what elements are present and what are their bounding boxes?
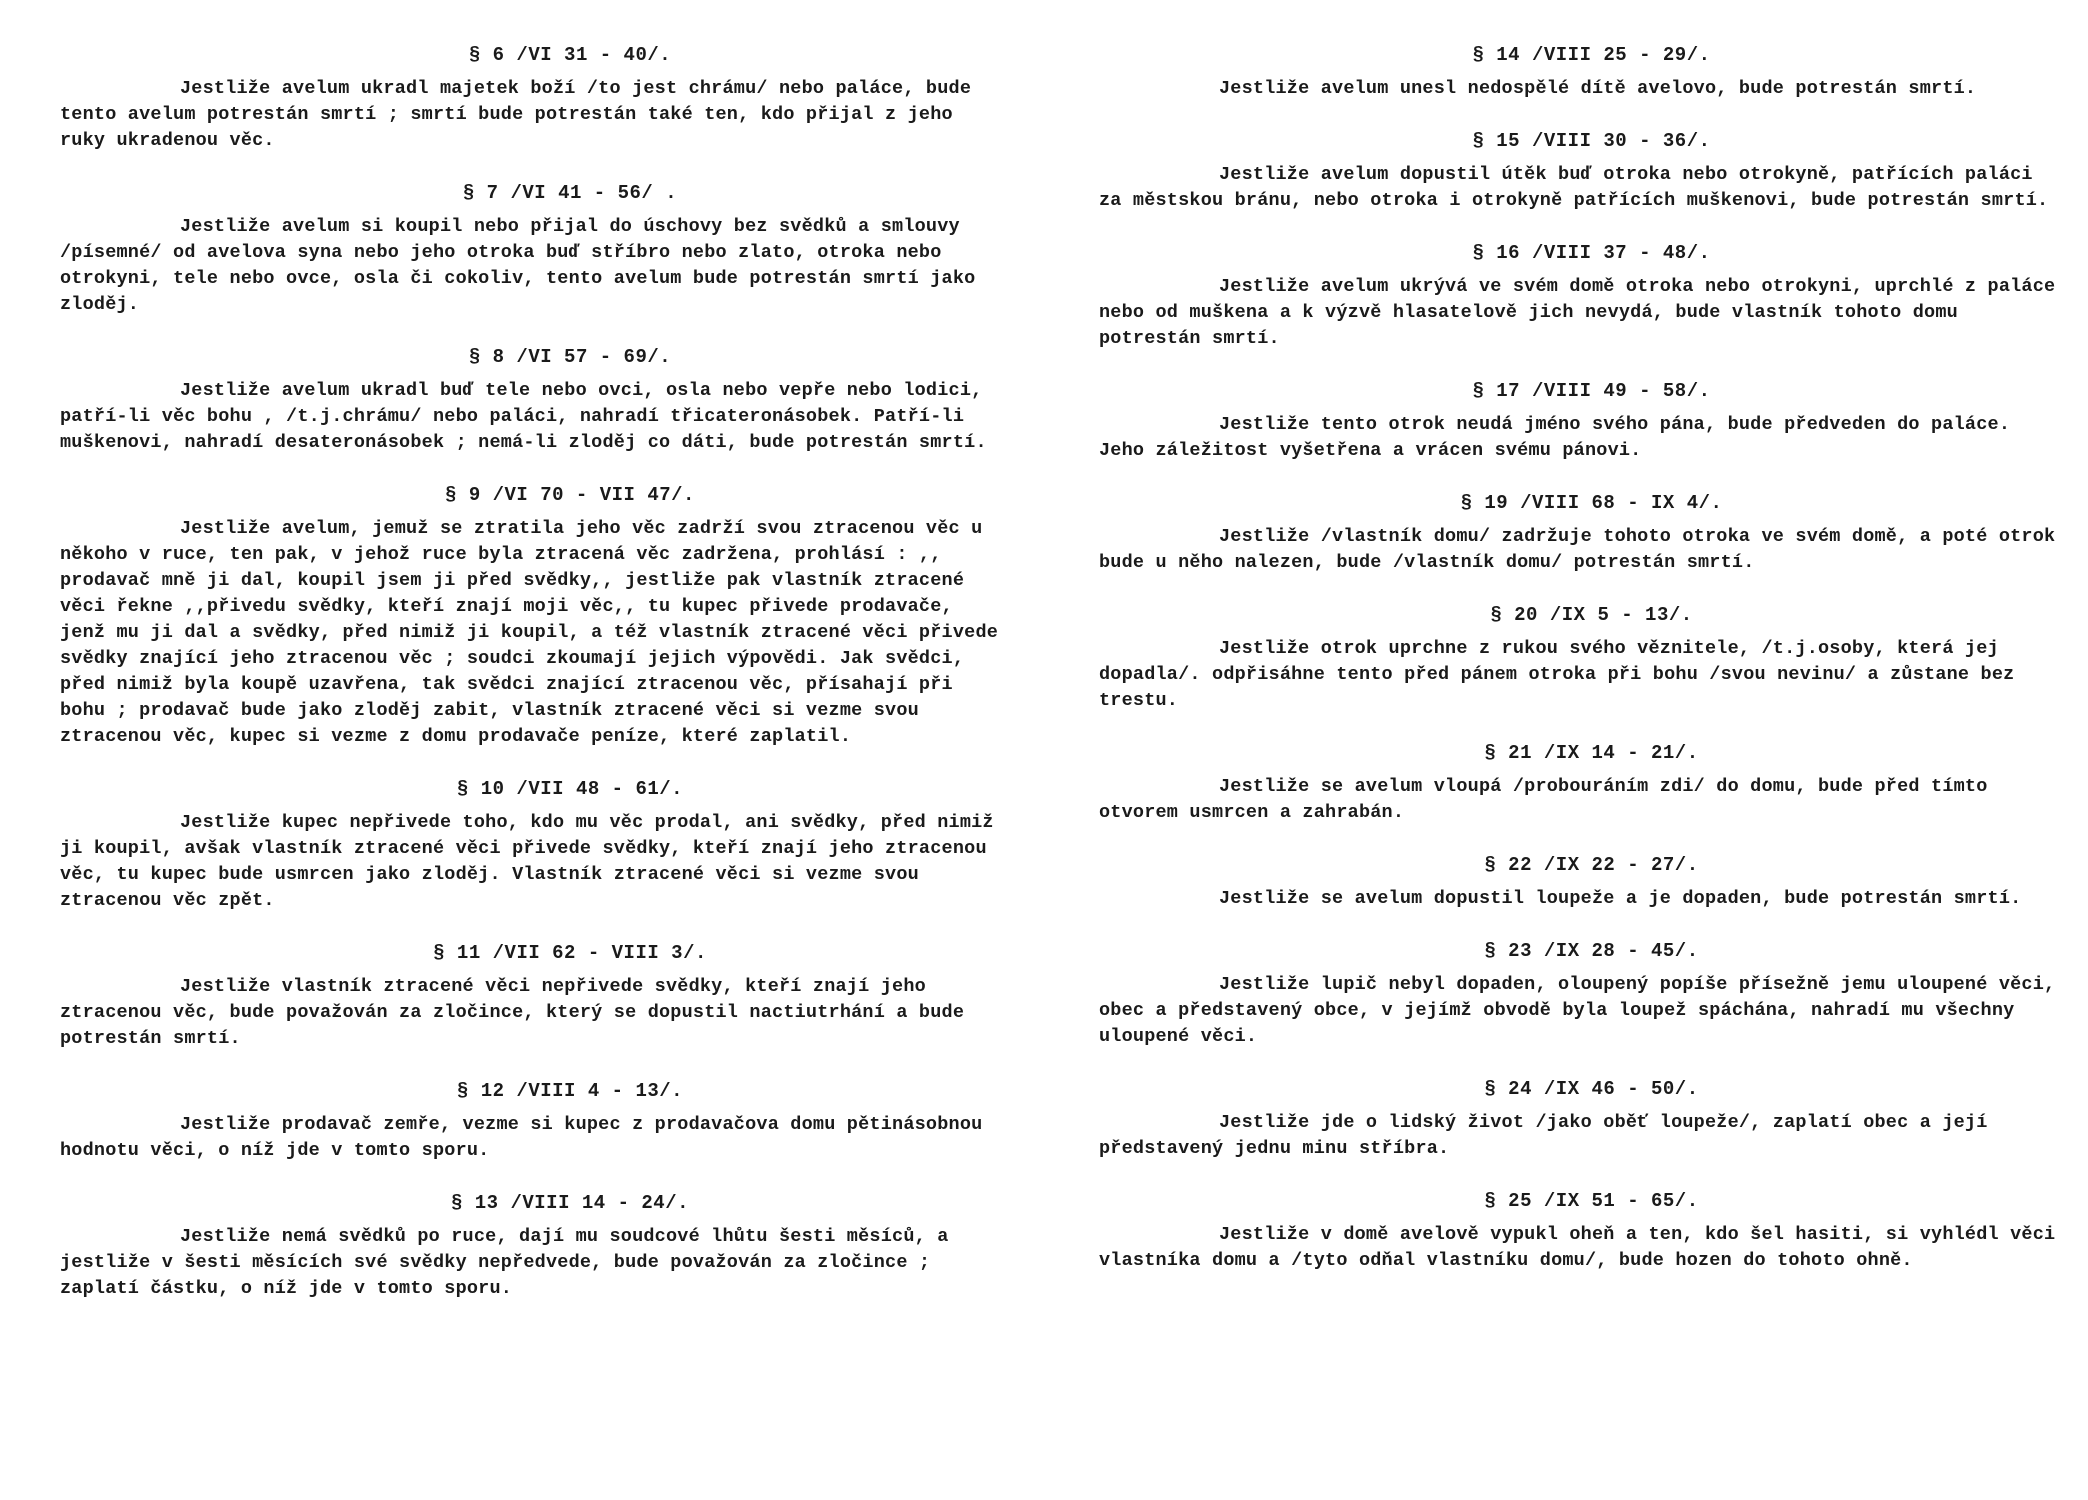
section-10	[60, 778, 1000, 914]
section-20	[1099, 604, 2064, 714]
section-8	[60, 346, 1000, 456]
section-heading: § 19 /VIII 68 - IX 4/.	[1460, 492, 1723, 514]
section-heading: § 24 /IX 46 - 50/.	[1484, 1078, 1699, 1100]
section-heading: § 20 /IX 5 - 13/.	[1490, 604, 1693, 626]
right-page	[1044, 0, 2088, 1500]
section-text: Jestliže prodavač zemře, vezme si kupec z prodavačova domu pětinásobnou hodnotu věci, o níž jde v tomto sporu.	[60, 1114, 983, 1161]
section-heading: § 10 /VII 48 - 61/.	[456, 778, 684, 800]
section-13	[60, 1192, 1000, 1302]
section-text: Jestliže avelum unesl nedospělé dítě avelovo, bude potrestán smrtí.	[1219, 78, 1977, 99]
section-16	[1099, 242, 2064, 352]
section-text: Jestliže lupič nebyl dopaden, oloupený popíše přísežně jemu uloupené věci, obec a představený obce, v jejímž obvodě byla loupež spáchána, nahradí mu všechny uloupené věci.	[1099, 974, 2056, 1047]
section-text: Jestliže avelum ukrývá ve svém domě otroka nebo otrokyni, uprchlé z paláce nebo od muškena a k výzvě hlasatelově jich nevydá, bude vlastník tohoto domu potrestán smrtí.	[1099, 276, 2056, 349]
left-page-text	[60, 44, 1000, 1302]
section-text: Jestliže avelum ukradl buď tele nebo ovci, osla nebo vepře nebo lodici, patří-li věc bohu , /t.j.chrámu/ nebo paláci, nahradí třicateronásobek. Patří-li muškenovi, nahradí desateronásobek ; nemá-li zloděj co dáti, bude potrestán smrtí.	[60, 380, 987, 453]
section-heading: § 15 /VIII 30 - 36/.	[1472, 130, 1711, 152]
section-text: Jestliže v domě avelově vypukl oheň a ten, kdo šel hasiti, si vyhlédl věci vlastníka domu a /tyto odňal vlastníku domu/, bude hozen do tohoto ohně.	[1099, 1224, 2056, 1271]
section-heading: § 16 /VIII 37 - 48/.	[1472, 242, 1711, 264]
section-19	[1099, 492, 2064, 576]
section-heading: § 6 /VI 31 - 40/.	[468, 44, 672, 66]
section-11	[60, 942, 1000, 1052]
section-heading: § 25 /IX 51 - 65/.	[1484, 1190, 1699, 1212]
section-15	[1099, 130, 2064, 214]
section-heading: § 14 /VIII 25 - 29/.	[1472, 44, 1711, 66]
section-6	[60, 44, 1000, 154]
section-text: Jestliže otrok uprchne z rukou svého věznitele, /t.j.osoby, která jej dopadla/. odpřisáhne tento před pánem otroka při bohu /svou nevinu/ a zůstane bez trestu.	[1099, 638, 2015, 711]
section-text: Jestliže vlastník ztracené věci nepřivede svědky, kteří znají jeho ztracenou věc, bude považován za zločince, který se dopustil nactiutrhání a bude potrestán smrtí.	[60, 976, 965, 1049]
right-page-text	[1099, 44, 2064, 1274]
section-21	[1099, 742, 2064, 826]
section-text: Jestliže se avelum vloupá /probouráním zdi/ do domu, bude před tímto otvorem usmrcen a zahrabán.	[1099, 776, 1988, 823]
section-heading: § 7 /VI 41 - 56/ .	[462, 182, 678, 204]
section-text: Jestliže /vlastník domu/ zadržuje tohoto otroka ve svém domě, a poté otrok bude u něho nalezen, bude /vlastník domu/ potrestán smrtí.	[1099, 526, 2056, 573]
section-heading: § 17 /VIII 49 - 58/.	[1472, 380, 1711, 402]
section-text: Jestliže tento otrok neudá jméno svého pána, bude předveden do paláce. Jeho záležitost vyšetřena a vrácen svému pánovi.	[1099, 414, 2011, 461]
section-25	[1099, 1190, 2064, 1274]
section-heading: § 21 /IX 14 - 21/.	[1484, 742, 1699, 764]
section-14	[1099, 44, 2064, 102]
section-heading: § 8 /VI 57 - 69/.	[468, 346, 672, 368]
section-text: Jestliže se avelum dopustil loupeže a je dopaden, bude potrestán smrtí.	[1219, 888, 2022, 909]
section-text: Jestliže jde o lidský život /jako oběť loupeže/, zaplatí obec a její představený jednu minu stříbra.	[1099, 1112, 1988, 1159]
section-23	[1099, 940, 2064, 1050]
section-7	[60, 182, 1000, 318]
section-text: Jestliže nemá svědků po ruce, dají mu soudcové lhůtu šesti měsíců, a jestliže v šesti měsících své svědky nepředvede, bude považován za zločince ; zaplatí částku, o níž jde v tomto sporu.	[60, 1226, 949, 1299]
section-9	[60, 484, 1000, 750]
section-24	[1099, 1078, 2064, 1162]
section-heading: § 13 /VIII 14 - 24/.	[450, 1192, 690, 1214]
section-text: Jestliže avelum si koupil nebo přijal do úschovy bez svědků a smlouvy /písemné/ od avelova syna nebo jeho otroka buď stříbro nebo zlato, otroka nebo otrokyni, tele nebo ovce, osla či cokoliv, tento avelum bude potrestán smrtí jako zloděj.	[60, 216, 976, 315]
section-heading: § 22 /IX 22 - 27/.	[1484, 854, 1699, 876]
section-text: Jestliže avelum dopustil útěk buď otroka nebo otrokyně, patřících paláci za městskou bránu, nebo otroka i otrokyně patřících muškenovi, bude potrestán smrtí.	[1099, 164, 2049, 211]
section-text: Jestliže avelum, jemuž se ztratila jeho věc zadrží svou ztracenou věc u někoho v ruce, ten pak, v jehož ruce byla ztracená věc zadržena, prohlásí : ,, prodavač mně ji dal, koupil jsem ji před svědky,, jestliže pak vlastník ztracené věci řekne ,,přivedu svědky, kteří znají moji věc,, tu kupec přivede prodavače, jenž mu ji dal a svědky, před nimiž ji koupil, a též vlastník ztracené věci přivede svědky znající jeho ztracenou věc ; soudci zkoumají jejich výpovědi. Jak svědci, před nimiž byla koupě uzavřena, tak svědci znající ztracenou věc, přísahají při bohu ; prodavač bude jako zloděj zabit, vlastník ztracené věci si vezme svou ztracenou věc, kupec si vezme z domu prodavače peníze, které zaplatil.	[60, 518, 999, 747]
section-heading: § 23 /IX 28 - 45/.	[1484, 940, 1699, 962]
section-heading: § 12 /VIII 4 - 13/.	[456, 1080, 684, 1102]
section-17	[1099, 380, 2064, 464]
section-text: Jestliže avelum ukradl majetek boží /to jest chrámu/ nebo paláce, bude tento avelum potrestán smrtí ; smrtí bude potrestán také ten, kdo přijal z jeho ruky ukradenou věc.	[60, 78, 972, 151]
section-12	[60, 1080, 1000, 1164]
section-heading: § 9 /VI 70 - VII 47/.	[445, 484, 695, 506]
section-22	[1099, 854, 2064, 912]
section-text: Jestliže kupec nepřivede toho, kdo mu věc prodal, ani svědky, před nimiž ji koupil, avšak vlastník ztracené věci přivede svědky, kteří znají jeho ztracenou věc, tu kupec bude usmrcen jako zloděj. Vlastník ztracené věci si vezme svou ztracenou věc zpět.	[60, 812, 994, 911]
section-heading: § 11 /VII 62 - VIII 3/.	[433, 942, 707, 964]
